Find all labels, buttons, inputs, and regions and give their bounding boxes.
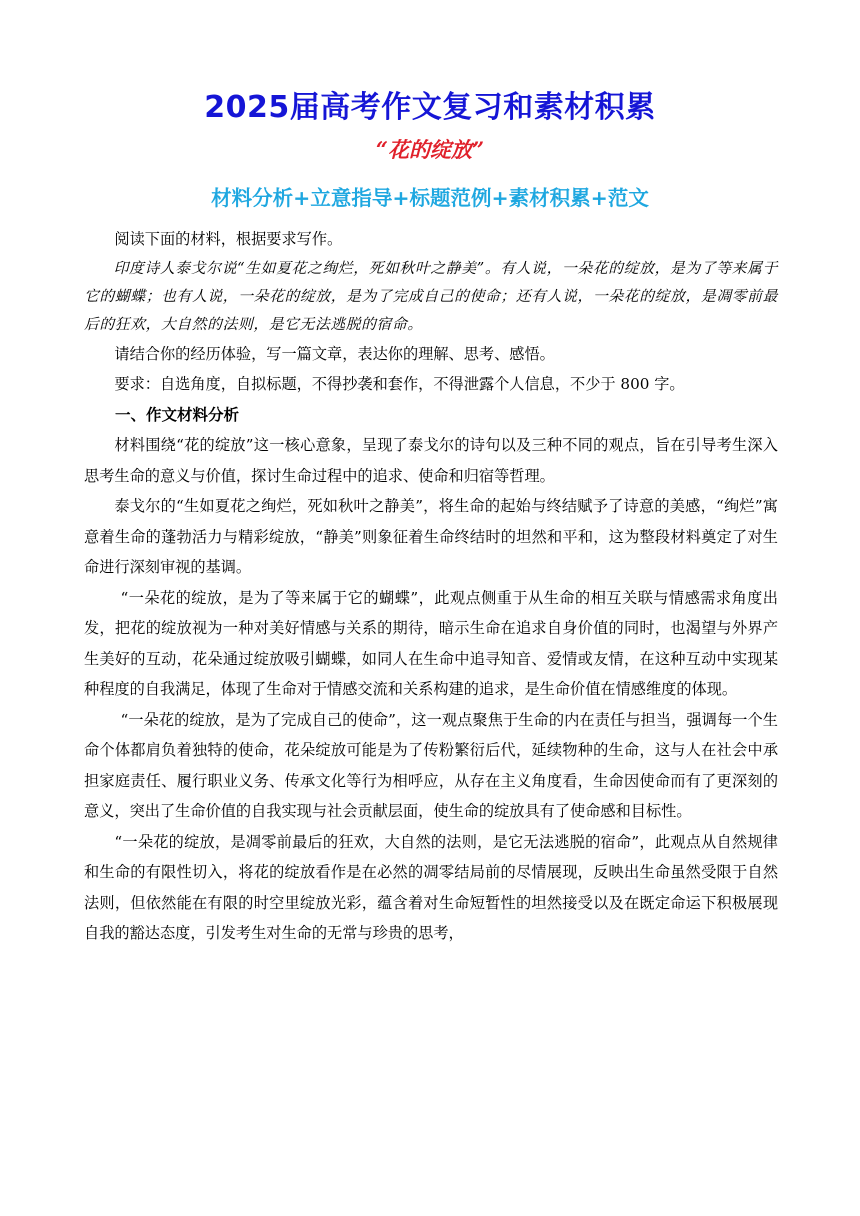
paragraph-view-butterfly: “一朵花的绽放，是为了等来属于它的蝴蝶”，此观点侧重于从生命的相互关联与情感需求角度出发，把花的绽放视为一种对美好情感与关系的期待，暗示生命在追求自身价值的同时，也渴望与外界产生美好的互动，花朵通过绽放吸引蝴蝶，如同人在生命中追寻知音、爱情或友情，在这种互动中实现某种程度的自我满足，体现了生命对于情感交流和关系构建的追求，是生命价值在情感维度的体现。 xyxy=(84,588,778,698)
paragraph-task: 请结合你的经历体验，写一篇文章，表达你的理解、思考、感悟。 xyxy=(114,344,555,363)
document-subtitle: “花的绽放” xyxy=(375,137,485,162)
paragraph-view-mission: “一朵花的绽放，是为了完成自己的使命”，这一观点聚焦于生命的内在责任与担当，强调每一个生命个体都肩负着独特的使命，花朵绽放可能是为了传粉繁衍后代，延续物种的生命，这与人在社会中承担家庭责任、履行职业义务、传承文化等行为相呼应，从存在主义角度看，生命因使命而有了更深刻的意义，突出了生命价值的自我实现与社会贡献层面，使生命的绽放具有了使命感和目标性。 xyxy=(84,710,778,820)
document-title: 2025届高考作文复习和素材积累 xyxy=(204,90,656,125)
document-body xyxy=(84,224,778,949)
paragraph-instruction: 阅读下面的材料，根据要求写作。 xyxy=(114,230,343,248)
paragraph-view-fate: “一朵花的绽放，是凋零前最后的狂欢，大自然的法则，是它无法逃脱的宿命”，此观点从自然规律和生命的有限性切入，将花的绽放看作是在必然的凋零结局前的尽情展现，反映出生命虽然受限于自然法则，但依然能在有限的时空里绽放光彩，蕴含着对生命短暂性的坦然接受以及在既定命运下积极展现自我的豁达态度，引发考生对生命的无常与珍贵的思考， xyxy=(84,832,778,942)
paragraph-requirements: 要求：自选角度，自拟标题，不得抄袭和套作，不得泄露个人信息，不少于 800 字。 xyxy=(114,375,685,393)
paragraph-tagore: 泰戈尔的“生如夏花之绚烂，死如秋叶之静美”，将生命的起始与终结赋予了诗意的美感，“绚烂”寓意着生命的蓬勃活力与精彩绽放，“静美”则象征着生命终结时的坦然和平和，这为整段材料奠定了对生命进行深刻审视的基调。 xyxy=(84,497,778,576)
paragraph-analysis-intro: 材料围绕“花的绽放”这一核心意象，呈现了泰戈尔的诗句以及三种不同的观点，旨在引导考生深入思考生命的意义与价值，探讨生命过程中的追求、使命和归宿等哲理。 xyxy=(84,436,778,485)
paragraph-material: 印度诗人泰戈尔说“生如夏花之绚烂，死如秋叶之静美”。有人说，一朵花的绽放，是为了等来属于它的蝴蝶；也有人说，一朵花的绽放，是为了完成自己的使命；还有人说，一朵花的绽放，是凋零前最后的狂欢，大自然的法则，是它无法逃脱的宿命。 xyxy=(84,259,778,333)
document-outline: 材料分析+立意指导+标题范例+素材积累+范文 xyxy=(211,186,649,210)
section-heading: 一、作文材料分析 xyxy=(115,405,240,424)
